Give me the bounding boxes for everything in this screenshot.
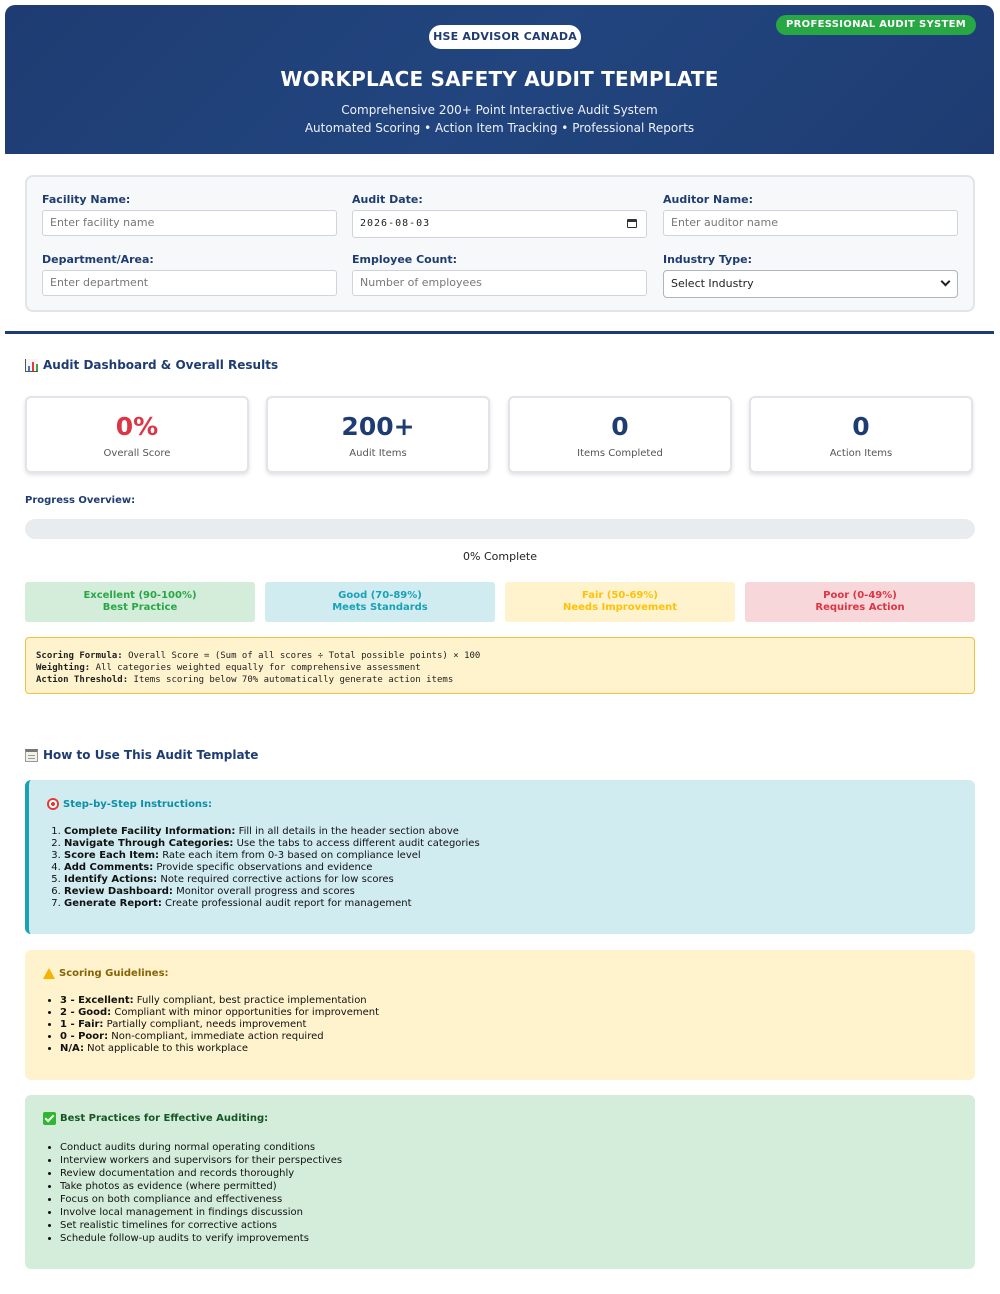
audit-date-label: Audit Date: — [352, 193, 423, 206]
guideline-item-text: Partially compliant, needs improvement — [103, 1019, 307, 1030]
guideline-item-text: Fully compliant, best practice implementation — [133, 995, 367, 1006]
progress-text: 0% Complete — [463, 550, 537, 563]
best-practice-item: • Set realistic timelines for corrective actions — [60, 1219, 342, 1232]
facility-name-label: Facility Name: — [42, 193, 131, 206]
instruction-item — [64, 862, 480, 874]
warning-icon — [43, 968, 55, 979]
guideline-item — [60, 1007, 379, 1019]
industry-type-group — [663, 253, 958, 298]
guideline-item — [60, 995, 379, 1007]
howto-title-text: How to Use This Audit Template — [43, 748, 259, 762]
page-title: WORKPLACE SAFETY AUDIT TEMPLATE — [280, 67, 719, 91]
guideline-item-bold: N/A: — [60, 1043, 84, 1054]
legend-excellent-range: Excellent (90-100%) — [83, 590, 197, 601]
department-label: Department/Area: — [42, 253, 154, 266]
auditor-name-label: Auditor Name: — [663, 193, 754, 206]
legend-fair-range: Fair (50-69%) — [582, 590, 658, 601]
page-subtitle-2: Automated Scoring • Action Item Tracking • Professional Reports — [304, 121, 695, 135]
legend-poor — [745, 582, 975, 622]
audit-date-group — [352, 193, 647, 238]
guideline-item — [60, 1019, 379, 1031]
items-completed-value: 0 — [611, 412, 629, 441]
guidelines-box — [25, 950, 975, 1080]
check-icon — [43, 1112, 56, 1125]
best-practice-item: • Take photos as evidence (where permitted) — [60, 1180, 342, 1193]
employee-count-input[interactable]: Number of employees — [352, 270, 647, 296]
instruction-item-text: Rate each item from 0-3 based on compliance level — [159, 850, 421, 861]
dashboard-title-text: Audit Dashboard & Overall Results — [43, 358, 279, 372]
instruction-item — [64, 886, 480, 898]
facility-name-group — [42, 193, 337, 236]
best-practices-box — [25, 1095, 975, 1269]
industry-type-label: Industry Type: — [663, 253, 752, 266]
legend-fair-desc: Needs Improvement — [562, 602, 678, 613]
instruction-item-text: Create professional audit report for management — [161, 898, 412, 909]
audit-items-label: Audit Items — [349, 448, 407, 459]
section-divider — [5, 331, 994, 334]
guideline-item-text: Non-compliant, immediate action required — [108, 1031, 324, 1042]
brand-badge: HSE ADVISOR CANADA — [429, 25, 581, 49]
instruction-item-bold: Add Comments: — [64, 862, 154, 873]
overall-score-value: 0% — [115, 412, 159, 441]
best-practice-item: • Interview workers and supervisors for their perspectives — [60, 1154, 342, 1167]
facility-info-panel — [25, 175, 975, 312]
guideline-item-bold: 3 - Excellent: — [60, 995, 134, 1006]
best-practices-list — [60, 1141, 342, 1245]
overall-score-card — [25, 396, 249, 473]
instructions-box — [25, 780, 975, 934]
instruction-item-text: Fill in all details in the header section above — [235, 826, 459, 837]
guideline-item-bold: 2 - Good: — [60, 1007, 112, 1018]
best-practice-item: • Schedule follow-up audits to verify improvements — [60, 1232, 342, 1245]
formula-scoring-label: Scoring Formula: — [36, 651, 123, 661]
instruction-item — [64, 826, 480, 838]
legend-excellent — [25, 582, 255, 622]
formula-line-scoring — [36, 650, 964, 662]
items-completed-card — [508, 396, 732, 473]
formula-weighting-label: Weighting: — [36, 663, 91, 673]
instruction-item-text: Use the tabs to access different audit categories — [233, 838, 480, 849]
legend-good — [265, 582, 495, 622]
instruction-item — [64, 850, 480, 862]
page-subtitle-1: Comprehensive 200+ Point Interactive Audit System — [341, 103, 658, 117]
guidelines-list — [60, 995, 379, 1055]
notepad-icon — [25, 749, 38, 762]
instruction-item-bold: Review Dashboard: — [64, 886, 173, 897]
industry-type-select[interactable] — [663, 270, 958, 298]
instruction-item — [64, 898, 480, 910]
action-items-label: Action Items — [829, 448, 893, 459]
action-items-card — [749, 396, 973, 473]
bar-chart-icon — [25, 359, 38, 372]
dashboard-title — [25, 358, 278, 372]
best-practices-title — [43, 1112, 268, 1125]
best-practice-item: • Conduct audits during normal operating conditions — [60, 1141, 342, 1154]
best-practice-item: • Involve local management in findings discussion — [60, 1206, 342, 1219]
instruction-item — [64, 874, 480, 886]
howto-title — [25, 748, 258, 762]
guideline-item — [60, 1043, 379, 1055]
legend-excellent-desc: Best Practice — [102, 602, 178, 613]
guidelines-title — [43, 968, 169, 979]
auditor-name-group — [663, 193, 958, 236]
guidelines-title-text: Scoring Guidelines: — [59, 968, 169, 979]
action-items-value: 0 — [852, 412, 870, 441]
page-header — [5, 5, 994, 154]
professional-badge: PROFESSIONAL AUDIT SYSTEM — [776, 15, 976, 35]
instructions-list — [64, 826, 480, 910]
overall-score-label: Overall Score — [103, 448, 171, 459]
employee-count-group — [352, 253, 647, 296]
formula-line-threshold — [36, 674, 964, 686]
audit-items-card — [266, 396, 490, 473]
guideline-item-text: Not applicable to this workplace — [83, 1043, 249, 1054]
best-practices-title-text: Best Practices for Effective Auditing: — [60, 1113, 269, 1124]
instruction-item-bold: Complete Facility Information: — [64, 826, 236, 837]
progress-bar — [25, 519, 975, 539]
formula-threshold-text: Items scoring below 70% automatically generate action items — [133, 675, 454, 685]
legend-good-desc: Meets Standards — [332, 602, 428, 613]
legend-poor-desc: Requires Action — [815, 602, 905, 613]
legend-good-range: Good (70-89%) — [338, 590, 422, 601]
audit-date-input[interactable] — [352, 210, 647, 238]
audit-date-value: 2026-08-03 — [360, 218, 431, 229]
instruction-item — [64, 838, 480, 850]
guideline-item — [60, 1031, 379, 1043]
instruction-item-bold: Navigate Through Categories: — [64, 838, 234, 849]
progress-label: Progress Overview: — [25, 495, 136, 506]
industry-type-selected: Select Industry — [671, 277, 754, 290]
department-group — [42, 253, 337, 296]
legend-fair — [505, 582, 735, 622]
formula-threshold-label: Action Threshold: — [36, 675, 129, 685]
audit-items-value: 200+ — [341, 412, 415, 441]
calendar-icon[interactable] — [627, 219, 637, 228]
formula-weighting-text: All categories weighted equally for comprehensive assessment — [95, 663, 421, 673]
instruction-item-text: Provide specific observations and evidence — [153, 862, 373, 873]
scoring-formula-box — [25, 637, 975, 694]
instruction-item-text: Note required corrective actions for low scores — [157, 874, 394, 885]
instruction-item-bold: Score Each Item: — [64, 850, 160, 861]
auditor-name-input[interactable]: Enter auditor name — [663, 210, 958, 236]
instruction-item-text: Monitor overall progress and scores — [172, 886, 355, 897]
guideline-item-bold: 0 - Poor: — [60, 1031, 109, 1042]
target-icon — [47, 798, 59, 810]
best-practice-item: • Focus on both compliance and effectiveness — [60, 1193, 342, 1206]
best-practice-item: • Review documentation and records thoroughly — [60, 1167, 342, 1180]
formula-scoring-text: Overall Score = (Sum of all scores ÷ Total possible points) × 100 — [128, 651, 481, 661]
department-input[interactable]: Enter department — [42, 270, 337, 296]
guideline-item-text: Compliant with minor opportunities for improvement — [111, 1007, 380, 1018]
instructions-title — [47, 798, 212, 810]
legend-poor-range: Poor (0-49%) — [823, 590, 897, 601]
formula-line-weighting — [36, 662, 964, 674]
guideline-item-bold: 1 - Fair: — [60, 1019, 104, 1030]
employee-count-label: Employee Count: — [352, 253, 458, 266]
instruction-item-bold: Generate Report: — [64, 898, 162, 909]
items-completed-label: Items Completed — [577, 448, 663, 459]
facility-name-input[interactable]: Enter facility name — [42, 210, 337, 236]
chevron-down-icon — [941, 277, 951, 287]
instruction-item-bold: Identify Actions: — [64, 874, 158, 885]
instructions-title-text: Step-by-Step Instructions: — [63, 798, 213, 810]
